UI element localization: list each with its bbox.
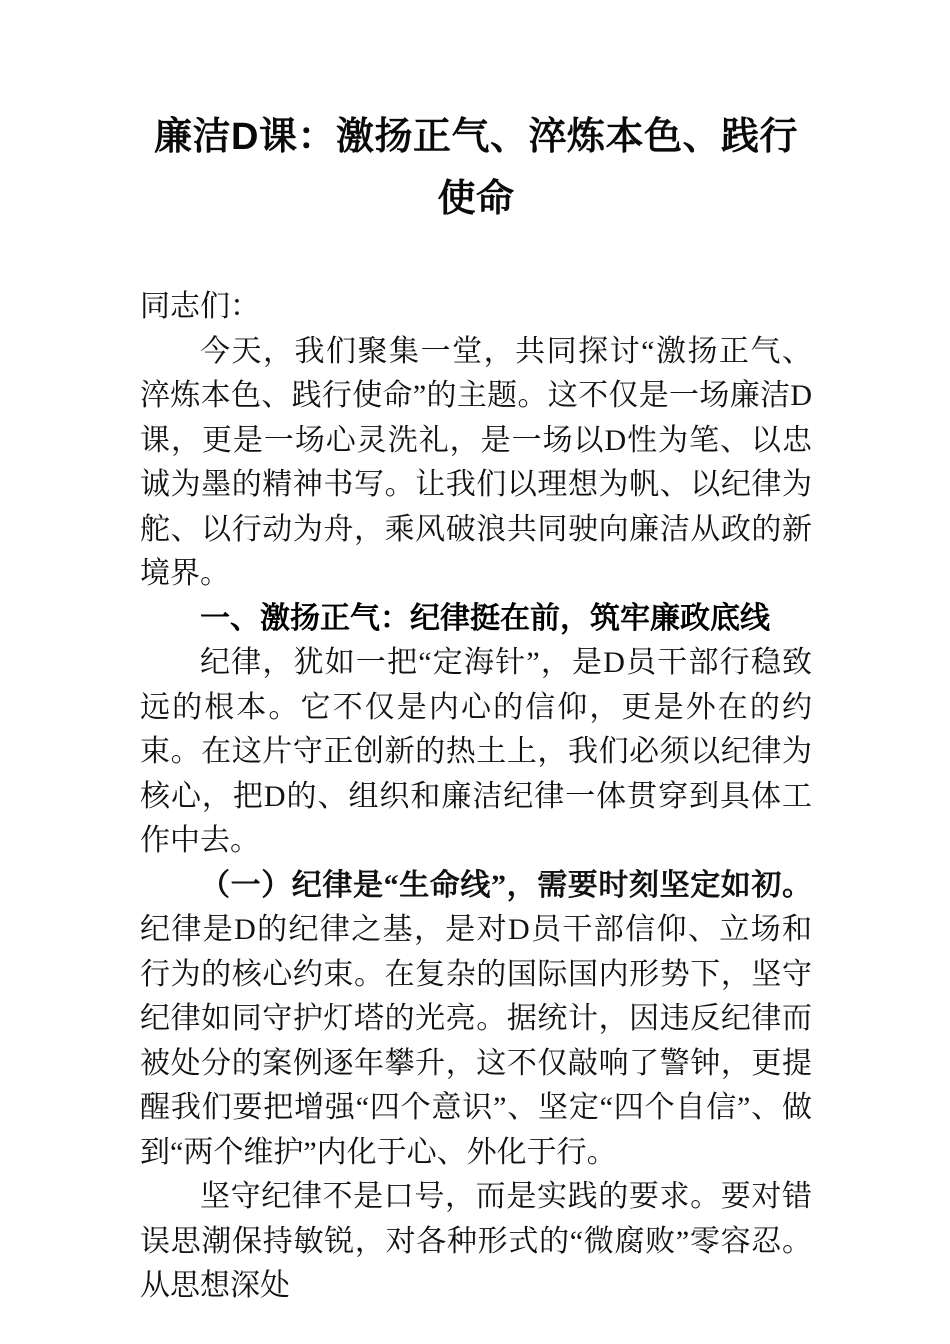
paragraph-lead-in: （一）纪律是“生命线”，需要时刻坚定如初。 xyxy=(200,868,812,902)
paragraph-opening: 今天，我们聚集一堂，共同探讨“激扬正气、淬炼本色、践行使命”的主题。这不仅是一场廉洁D课，更是一场心灵洗礼，是一场以D性为笔、以忠诚为墨的精神书写。让我们以理想为帆、以纪律为舵、以行动为舟，乘风破浪共同驶向廉洁从政的新境界。 xyxy=(140,334,812,590)
paragraph-body: 纪律是D的纪律之基，是对D员干部信仰、立场和行为的核心约束。在复杂的国际国内形势下，坚守纪律如同守护灯塔的光亮。据统计，因违反纪律而被处分的案例逐年攀升，这不仅敲响了警钟，更提醒我们要把增强“四个意识”、坚定“四个自信”、做到“两个维护”内化于心、外化于行。 xyxy=(140,913,812,1169)
page-title: 廉洁D课：激扬正气、淬炼本色、践行使命 xyxy=(154,116,798,220)
paragraph-s1-p1: 纪律，犹如一把“定海针”，是D员干部行稳致远的根本。它不仅是内心的信仰，更是外在的约束。在这片守正创新的热土上，我们必须以纪律为核心，把D的、组织和廉洁纪律一体贯穿到具体工作中去。 xyxy=(140,646,812,857)
paragraph-s1-p3: 坚守纪律不是口号，而是实践的要求。要对错误思潮保持敏锐，对各种形式的“微腐败”零容忍。从思想深处 xyxy=(140,1180,812,1302)
section-heading-one: 一、激扬正气：纪律挺在前，筑牢廉政底线 xyxy=(200,601,770,635)
document-content xyxy=(140,0,812,1309)
salutation: 同志们： xyxy=(140,290,260,323)
paragraph-s1-p2 xyxy=(140,864,812,1176)
